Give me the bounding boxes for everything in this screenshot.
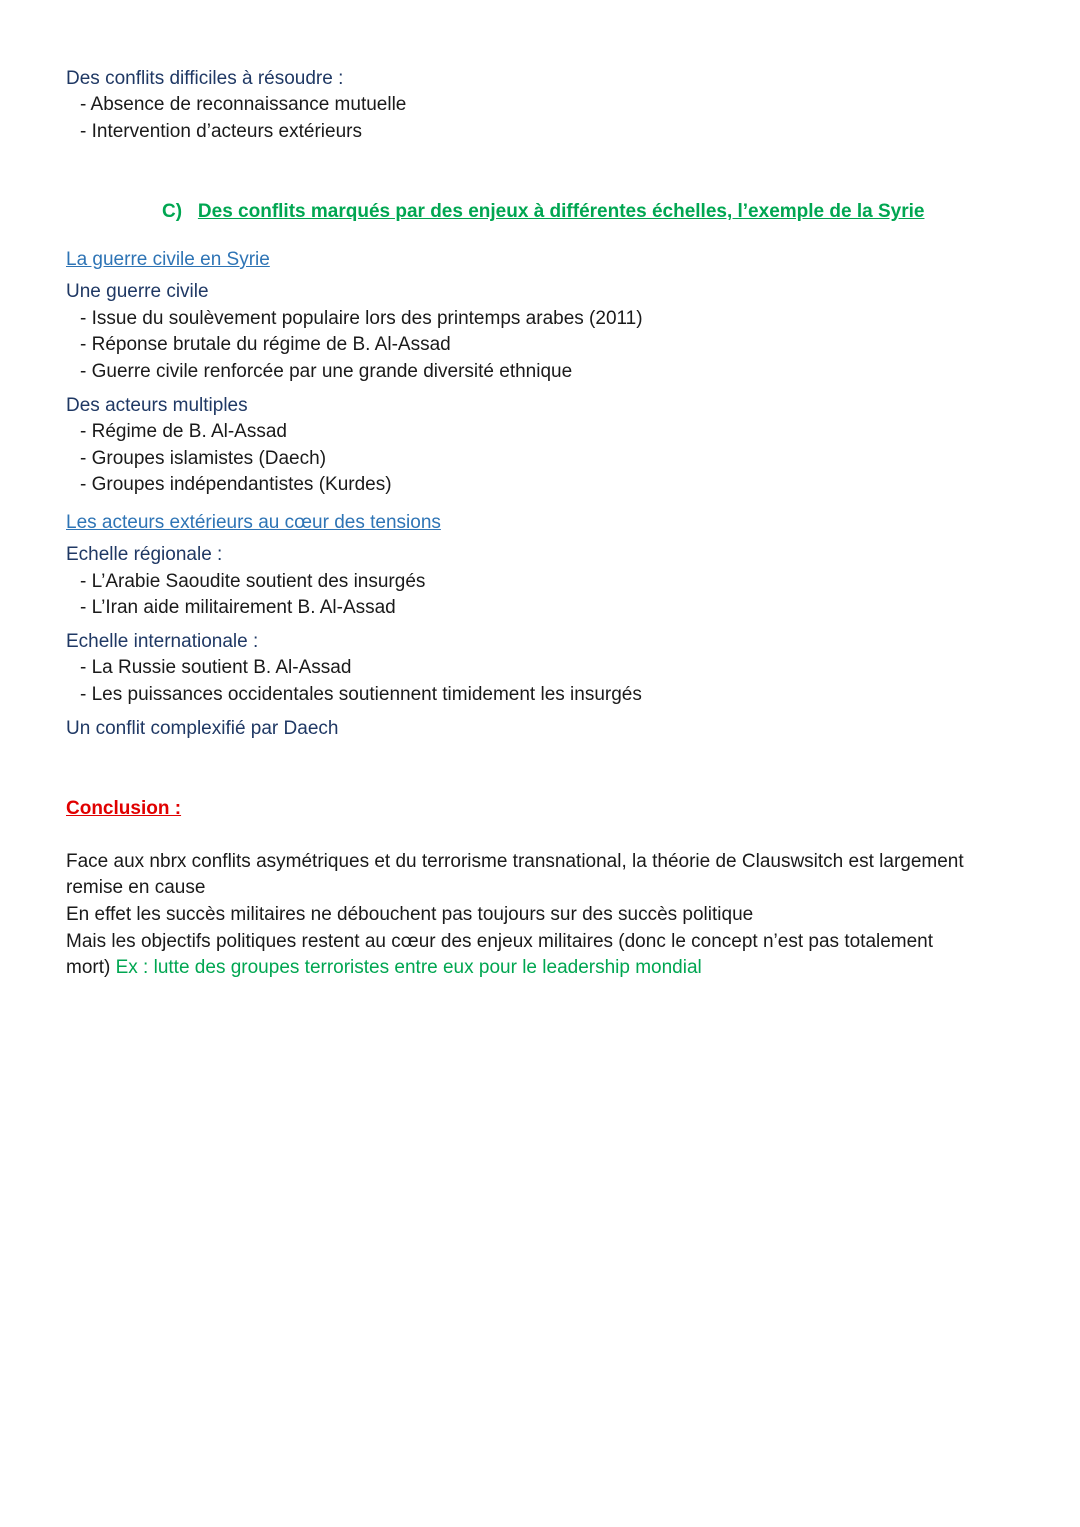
bullet-item: - L’Iran aide militairement B. Al-Assad <box>80 597 396 618</box>
bullet-item: - Réponse brutale du régime de B. Al-Assad <box>80 334 451 355</box>
conclusion-line: Mais les objectifs politiques restent au cœur des enjeux militaires (donc le concept n’est pas totalement <box>66 931 934 952</box>
conclusion-line: Face aux nbrx conflits asymétriques et du terrorisme transnational, la théorie de Clauswsitch est largement <box>66 851 964 872</box>
section-c-title-text: Des conflits marqués par des enjeux à différentes échelles, l’exemple de la Syrie <box>197 201 925 222</box>
conclusion-last-line-prefix: mort) <box>66 957 111 978</box>
bullet-item: - Groupes indépendantistes (Kurdes) <box>80 474 392 495</box>
bullet-item: - Groupes islamistes (Daech) <box>80 448 327 469</box>
actors-heading: Des acteurs multiples <box>66 395 248 416</box>
syria-civil-war-subtitle: La guerre civile en Syrie <box>66 249 270 270</box>
regional-scale-heading: Echelle régionale : <box>66 544 223 565</box>
section-c-marker: C) <box>162 201 183 222</box>
bullet-item: - L’Arabie Saoudite soutient des insurgés <box>80 571 426 592</box>
civil-war-heading: Une guerre civile <box>66 281 209 302</box>
section-c-title <box>162 200 924 224</box>
conclusion-line: remise en cause <box>66 877 206 898</box>
bullet-item: - La Russie soutient B. Al-Assad <box>80 657 352 678</box>
bullet-item: - Régime de B. Al-Assad <box>80 421 287 442</box>
difficult-conflicts-heading: Des conflits difficiles à résoudre : <box>66 68 344 89</box>
bullet-item: - Issue du soulèvement populaire lors des printemps arabes (2011) <box>80 308 643 329</box>
conclusion-title: Conclusion : <box>66 798 182 819</box>
conclusion-last-line <box>66 956 702 980</box>
bullet-item: - Absence de reconnaissance mutuelle <box>80 94 407 115</box>
international-scale-heading: Echelle internationale : <box>66 631 259 652</box>
daech-complexity-line: Un conflit complexifié par Daech <box>66 718 339 739</box>
bullet-item: - Intervention d’acteurs extérieurs <box>80 121 362 142</box>
conclusion-line: En effet les succès militaires ne débouchent pas toujours sur des succès politique <box>66 904 754 925</box>
bullet-item: - Les puissances occidentales soutiennent timidement les insurgés <box>80 684 642 705</box>
external-actors-subtitle: Les acteurs extérieurs au cœur des tensions <box>66 512 441 533</box>
bullet-item: - Guerre civile renforcée par une grande diversité ethnique <box>80 361 573 382</box>
conclusion-example: Ex : lutte des groupes terroristes entre eux pour le leadership mondial <box>115 957 702 978</box>
